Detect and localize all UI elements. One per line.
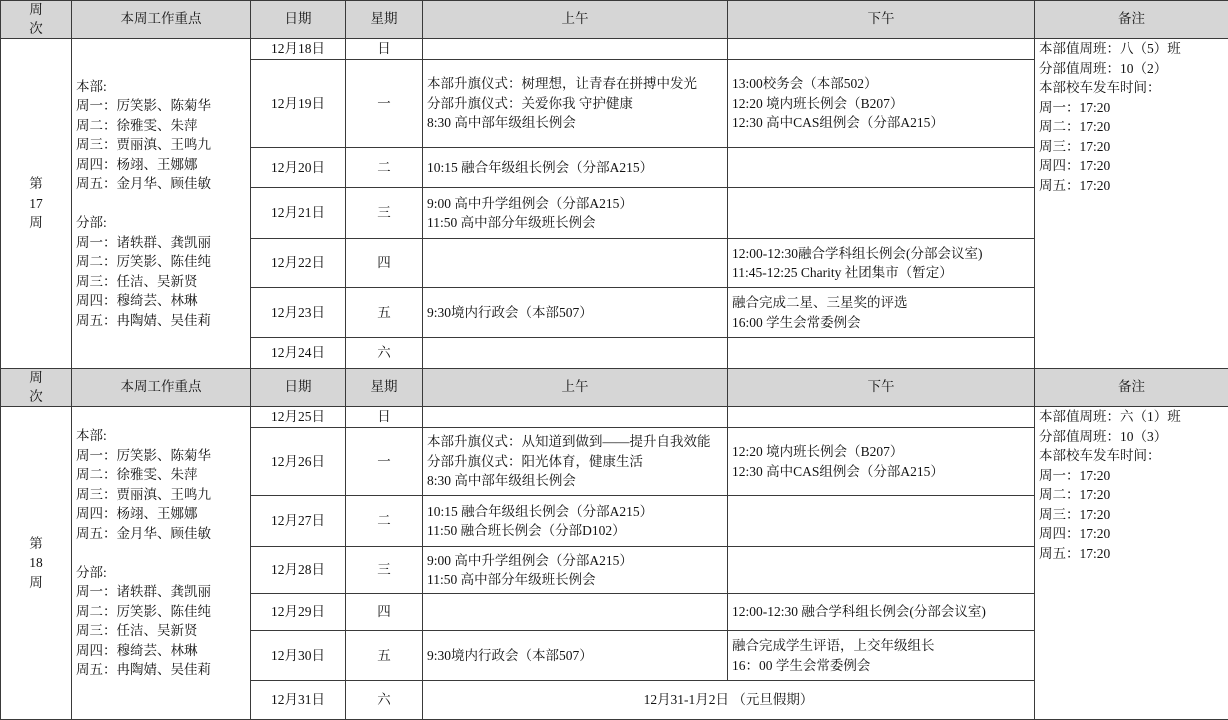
weekday-cell: 四: [346, 594, 423, 631]
morning-item: 10:15 融合年级组长例会（分部A215）: [427, 159, 654, 175]
date-cell: 12月19日: [251, 60, 346, 148]
header-date: 日期: [251, 1, 346, 39]
focus-duty-line: 周一：厉笑影、陈菊华: [76, 447, 211, 463]
weekday-cell: 日: [346, 39, 423, 60]
header-notes: 备注: [1035, 1, 1228, 39]
focus-duty-line: 周四：杨翊、王娜娜: [76, 506, 198, 522]
date-cell: 12月25日: [251, 407, 346, 428]
focus-duty-line: 周二：厉笑影、陈佳纯: [76, 254, 211, 270]
afternoon-cell: [728, 60, 1035, 148]
focus-duty-line: 周五：金月华、顾佳敏: [76, 176, 211, 192]
focus-duty-line: 周四：穆绮芸、林琳: [76, 642, 198, 658]
note-line: 周五：17:20: [1039, 177, 1111, 193]
header-week-number: [1, 369, 72, 407]
note-line: 周二：17:20: [1039, 487, 1111, 502]
afternoon-item: 16:00 学生会常委例会: [732, 314, 861, 330]
focus-duty-line: 周三：贾丽滇、王鸣九: [76, 486, 211, 502]
morning-item: 9:00 高中升学组例会（分部A215）: [427, 195, 633, 211]
header-morning: 上午: [423, 1, 728, 39]
note-line: 本部校车发车时间：: [1039, 448, 1161, 463]
header-notes: 备注: [1035, 369, 1228, 407]
week-label-line: 周: [29, 574, 43, 590]
header-weekday: 星期: [346, 369, 423, 407]
notes-cell: [1035, 39, 1228, 369]
afternoon-cell: [728, 547, 1035, 594]
header-date: 日期: [251, 369, 346, 407]
week-label-line: 18: [29, 555, 43, 571]
focus-section-title: 本部:: [76, 78, 107, 94]
morning-cell: [423, 496, 728, 547]
afternoon-item: 16：00 学生会常委例会: [732, 657, 871, 673]
note-line: 周四：17:20: [1039, 158, 1111, 173]
header-week-number-line: 周: [29, 370, 43, 386]
morning-item: 8:30 高中部年级组长例会: [427, 473, 576, 489]
weekday-cell: 五: [346, 288, 423, 338]
morning-cell: [423, 60, 728, 148]
focus-duty-line: 周三：贾丽滇、王鸣九: [76, 137, 211, 153]
morning-item: 分部升旗仪式：关爱你我 守护健康: [427, 95, 633, 111]
weekday-cell: 六: [346, 338, 423, 369]
note-line: 周四：17:20: [1039, 526, 1111, 541]
note-line: 本部值周班：八（5）班: [1039, 41, 1181, 56]
morning-cell: [423, 428, 728, 496]
morning-cell: [423, 594, 728, 631]
morning-item: 分部升旗仪式：阳光体育，健康生活: [427, 453, 643, 469]
morning-cell: [423, 631, 728, 681]
weekday-cell: 三: [346, 547, 423, 594]
afternoon-item: 融合完成二星、三星奖的评选: [732, 295, 908, 310]
focus-section-title: 分部:: [76, 215, 107, 231]
afternoon-cell: [728, 428, 1035, 496]
afternoon-cell: [728, 338, 1035, 369]
morning-cell: [423, 239, 728, 288]
focus-duty-line: 周四：杨翊、王娜娜: [76, 156, 198, 172]
header-row: [1, 1, 1228, 39]
week-label-line: 第: [29, 176, 43, 192]
focus-section-title: 本部:: [76, 428, 107, 444]
afternoon-cell: [728, 496, 1035, 547]
focus-duty-line: 周一：诸轶群、龚凯丽: [76, 584, 211, 600]
week-label-cell: [1, 39, 72, 369]
afternoon-item: 12:20 境内班长例会（B207）: [732, 444, 904, 459]
header-morning: 上午: [423, 369, 728, 407]
afternoon-item: 11:45-12:25 Charity 社团集市（暂定）: [732, 265, 953, 280]
weekday-cell: 四: [346, 239, 423, 288]
weekday-cell: 一: [346, 428, 423, 496]
morning-item: 8:30 高中部年级组长例会: [427, 115, 576, 131]
morning-item: 9:00 高中升学组例会（分部A215）: [427, 552, 633, 568]
note-line: 周三：17:20: [1039, 506, 1111, 522]
morning-cell: [423, 407, 728, 428]
day-row: [1, 39, 1228, 60]
morning-cell: [423, 188, 728, 239]
focus-duty-line: 周三：任洁、吴新贤: [76, 623, 198, 639]
header-weekly-focus: 本周工作重点: [72, 369, 251, 407]
date-cell: 12月22日: [251, 239, 346, 288]
note-line: 本部值周班：六（1）班: [1039, 409, 1181, 424]
date-cell: 12月31日: [251, 681, 346, 720]
week-label-line: 第: [29, 535, 43, 551]
morning-cell: [423, 39, 728, 60]
date-cell: 12月29日: [251, 594, 346, 631]
afternoon-cell: [728, 39, 1035, 60]
morning-item: 本部升旗仪式：树理想，让青春在拼搏中发光: [427, 76, 697, 92]
morning-cell: [423, 148, 728, 188]
focus-duty-line: 周四：穆绮芸、林琳: [76, 293, 198, 309]
note-line: 本部校车发车时间：: [1039, 80, 1161, 95]
note-line: 分部值周班：10（2）: [1039, 60, 1168, 76]
focus-duty-line: 周二：徐雅雯、朱萍: [76, 467, 198, 483]
morning-cell: [423, 288, 728, 338]
morning-cell: [423, 338, 728, 369]
afternoon-item: 13:00校务会（本部502）: [732, 76, 878, 92]
afternoon-cell: [728, 288, 1035, 338]
focus-duty-line: 周三：任洁、吴新贤: [76, 273, 198, 289]
holiday-cell: 12月31-1月2日 （元旦假期）: [423, 681, 1035, 720]
spacer: [76, 194, 246, 214]
afternoon-item: 融合完成学生评语，上交年级组长: [732, 638, 935, 653]
afternoon-cell: [728, 594, 1035, 631]
header-row: [1, 369, 1228, 407]
notes-cell: [1035, 407, 1228, 720]
weekly-focus-cell: [72, 407, 251, 720]
date-cell: 12月20日: [251, 148, 346, 188]
afternoon-cell: [728, 148, 1035, 188]
date-cell: 12月18日: [251, 39, 346, 60]
day-row: [1, 407, 1228, 428]
focus-duty-line: 周二：厉笑影、陈佳纯: [76, 603, 211, 619]
date-cell: 12月28日: [251, 547, 346, 594]
morning-item: 9:30境内行政会（本部507）: [427, 304, 593, 320]
focus-section-title: 分部:: [76, 564, 107, 580]
header-week-number-line: 次: [29, 388, 43, 405]
focus-duty-line: 周五：冉陶婧、吴佳莉: [76, 312, 211, 328]
focus-duty-line: 周二：徐雅雯、朱萍: [76, 117, 198, 133]
note-line: 周五：17:20: [1039, 545, 1111, 561]
focus-duty-line: 周一：厉笑影、陈菊华: [76, 98, 211, 114]
weekday-cell: 日: [346, 407, 423, 428]
spacer: [76, 543, 246, 563]
note-line: 分部值周班：10（3）: [1039, 428, 1168, 444]
header-week-number: [1, 1, 72, 39]
header-weekly-focus: 本周工作重点: [72, 1, 251, 39]
weekday-cell: 五: [346, 631, 423, 681]
afternoon-cell: [728, 407, 1035, 428]
note-line: 周三：17:20: [1039, 138, 1111, 154]
afternoon-item: 12:00-12:30 融合学科组长例会(分部会议室): [732, 604, 986, 620]
header-week-number-line: 周: [29, 2, 43, 18]
afternoon-cell: [728, 631, 1035, 681]
header-afternoon: 下午: [728, 1, 1035, 39]
weekday-cell: 二: [346, 148, 423, 188]
week-label-line: 周: [29, 215, 43, 231]
afternoon-cell: [728, 188, 1035, 239]
focus-duty-line: 周一：诸轶群、龚凯丽: [76, 234, 211, 250]
focus-duty-line: 周五：冉陶婧、吴佳莉: [76, 662, 211, 678]
morning-item: 本部升旗仪式：从知道到做到——提升自我效能: [427, 434, 711, 450]
note-line: 周一：17:20: [1039, 99, 1111, 115]
weekday-cell: 六: [346, 681, 423, 720]
week-label-line: 17: [29, 195, 43, 211]
date-cell: 12月23日: [251, 288, 346, 338]
morning-item: 11:50 高中部分年级班长例会: [427, 572, 596, 587]
note-line: 周一：17:20: [1039, 467, 1111, 483]
weekday-cell: 一: [346, 60, 423, 148]
header-weekday: 星期: [346, 1, 423, 39]
weekly-focus-cell: [72, 39, 251, 369]
date-cell: 12月21日: [251, 188, 346, 239]
afternoon-cell: [728, 239, 1035, 288]
morning-item: 11:50 融合班长例会（分部D102）: [427, 523, 626, 538]
weekday-cell: 三: [346, 188, 423, 239]
weekday-cell: 二: [346, 496, 423, 547]
note-line: 周二：17:20: [1039, 119, 1111, 134]
afternoon-item: 12:30 高中CAS组例会（分部A215）: [732, 115, 944, 131]
date-cell: 12月30日: [251, 631, 346, 681]
afternoon-item: 12:30 高中CAS组例会（分部A215）: [732, 463, 944, 479]
date-cell: 12月27日: [251, 496, 346, 547]
afternoon-item: 12:00-12:30融合学科组长例会(分部会议室): [732, 245, 983, 261]
focus-duty-line: 周五：金月华、顾佳敏: [76, 525, 211, 541]
date-cell: 12月26日: [251, 428, 346, 496]
date-cell: 12月24日: [251, 338, 346, 369]
morning-item: 10:15 融合年级组长例会（分部A215）: [427, 503, 654, 519]
header-week-number-line: 次: [29, 20, 43, 37]
morning-item: 9:30境内行政会（本部507）: [427, 647, 593, 663]
header-afternoon: 下午: [728, 369, 1035, 407]
morning-cell: [423, 547, 728, 594]
afternoon-item: 12:20 境内班长例会（B207）: [732, 95, 904, 111]
week-label-cell: [1, 407, 72, 720]
morning-item: 11:50 高中部分年级班长例会: [427, 215, 596, 230]
